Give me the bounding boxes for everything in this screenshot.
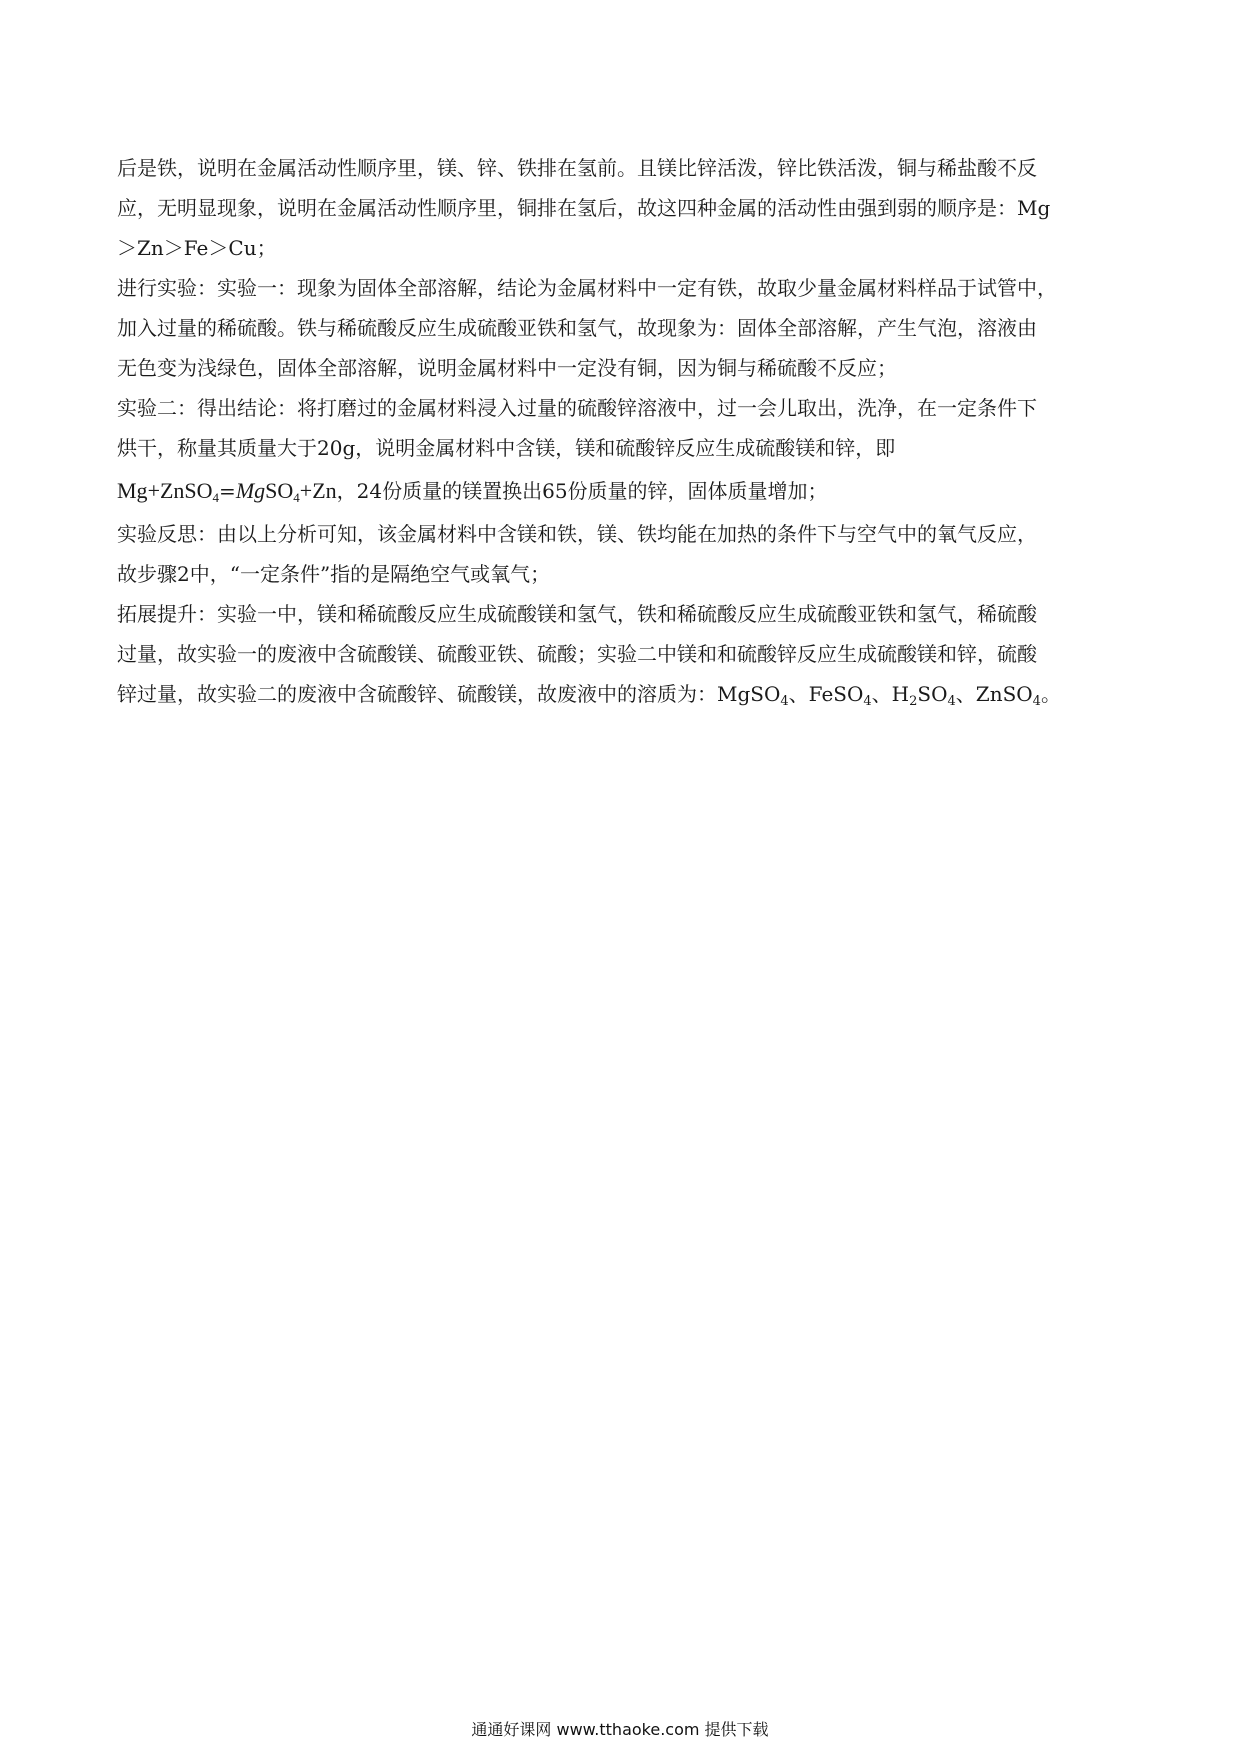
document-body (117, 148, 1132, 714)
text-line: 实验反思：由以上分析可知，该金属材料中含镁和铁，镁、铁均能在加热的条件下与空气中的氧气反应， (117, 522, 1037, 546)
page-footer: 通通好课网 www.tthaoke.com 提供下载 (471, 1720, 769, 1739)
text-line: 烘干，称量其质量大于20g，说明金属材料中含镁，镁和硫酸锌反应生成硫酸镁和锌，即 (117, 436, 896, 460)
formula-plus: + (299, 478, 313, 503)
formula-subscript: 4 (293, 490, 300, 505)
text-line: 过量，故实验一的废液中含硫酸镁、硫酸亚铁、硫酸；实验二中镁和和硫酸锌反应生成硫酸镁和锌，硫酸 (117, 642, 1037, 666)
subscript: 4 (1032, 694, 1041, 709)
solutes-intro: 锌过量，故实验二的废液中含硫酸锌、硫酸镁，故废液中的溶质为： (117, 682, 717, 706)
solute-h2so4: H (891, 682, 910, 706)
solute-h2so4-so: SO (917, 682, 948, 706)
formula-mg-italic: Mg (235, 478, 266, 503)
separator: 、 (955, 682, 976, 706)
subscript: 4 (780, 694, 789, 709)
formula-subscript: 4 (212, 490, 220, 505)
subscript: 4 (947, 694, 956, 709)
formula-zn: Zn (312, 478, 337, 503)
separator: 、 (871, 682, 892, 706)
solute-feso4: FeSO (808, 682, 864, 706)
formula-line (117, 468, 1132, 514)
formula-equals: = (219, 479, 236, 503)
text-line: 无色变为浅绿色，固体全部溶解，说明金属材料中一定没有铜，因为铜与稀硫酸不反应； (117, 356, 897, 380)
text-line: 实验二：得出结论：将打磨过的金属材料浸入过量的硫酸锌溶液中，过一会儿取出，洗净，在一定条件下 (117, 396, 1037, 420)
text-line: 应，无明显现象，说明在金属活动性顺序里，铜排在氢后，故这四种金属的活动性由强到弱的顺序是：Mg (117, 196, 1051, 220)
text-line: 拓展提升：实验一中，镁和稀硫酸反应生成硫酸镁和氢气，铁和稀硫酸反应生成硫酸亚铁和氢气，稀硫酸 (117, 602, 1037, 626)
formula-mg: Mg (117, 478, 148, 503)
subscript: 4 (863, 694, 872, 709)
formula-so: SO (265, 478, 294, 503)
text-line: ＞Zn＞Fe＞Cu； (117, 236, 277, 260)
text-line: 后是铁，说明在金属活动性顺序里，镁、锌、铁排在氢前。且镁比锌活泼，锌比铁活泼，铜与稀盐酸不反 (117, 156, 1037, 180)
solute-mgso4: MgSO (717, 682, 781, 706)
formula-znso: ZnSO (159, 478, 213, 503)
separator: 、 (788, 682, 809, 706)
text-line-solutes (117, 674, 1132, 714)
period: 。 (1040, 682, 1061, 706)
formula-plus: + (147, 478, 160, 503)
chemical-equation (117, 478, 337, 503)
text-line: 进行实验：实验一：现象为固体全部溶解，结论为金属材料中一定有铁，故取少量金属材料样品于试管中， (117, 276, 1057, 300)
subscript: 2 (909, 694, 918, 709)
formula-tail-text: ，24份质量的镁置换出65份质量的锌，固体质量增加； (336, 479, 828, 503)
solute-znso4: ZnSO (975, 682, 1033, 706)
text-line: 故步骤2中，“一定条件”指的是隔绝空气或氧气； (117, 562, 551, 586)
text-line: 加入过量的稀硫酸。铁与稀硫酸反应生成硫酸亚铁和氢气，故现象为：固体全部溶解，产生气泡，溶液由 (117, 316, 1037, 340)
